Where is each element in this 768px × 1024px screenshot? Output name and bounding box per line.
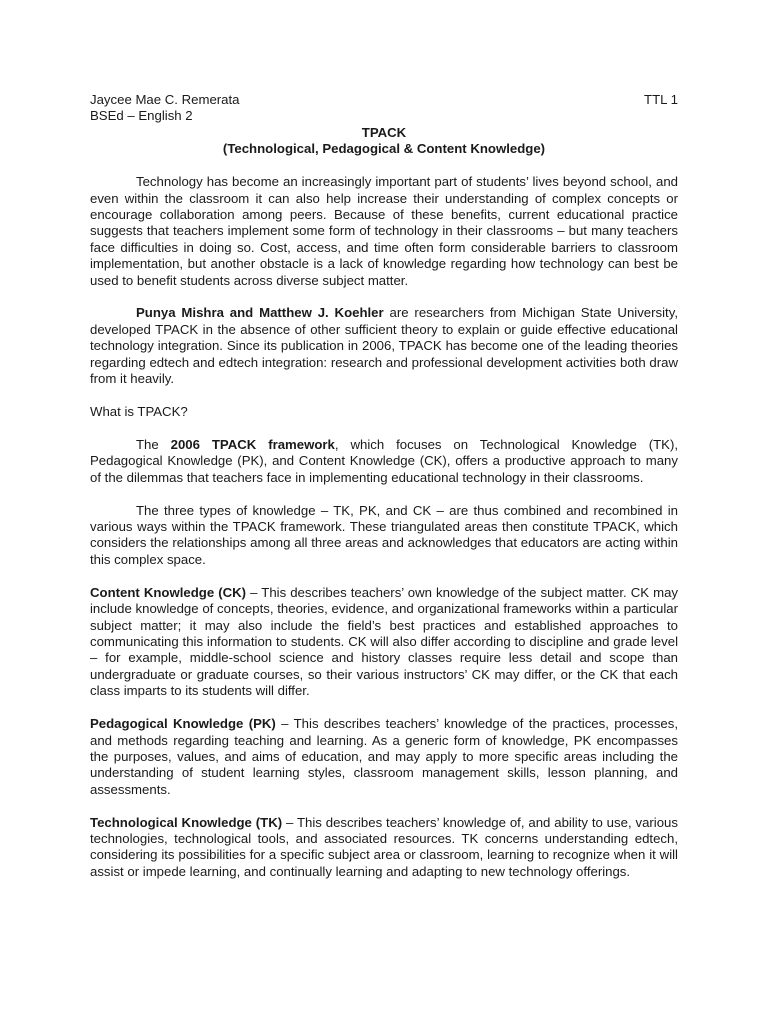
researchers-text: are researchers from Michigan State University, developed TPACK in the absence of other sufficient theory to explain or guide effective educational technology integration. Since its publication in 2006, TPACK has become one of the leading theories regarding edtech and edtech integration: research and professional development activities both draw from it heavily. — [90, 305, 678, 387]
researchers-names: Punya Mishra and Matthew J. Koehler — [136, 305, 384, 321]
three-types-paragraph: The three types of knowledge – TK, PK, and CK – are thus combined and recombined in various ways within the TPACK framework. These triangulated areas then constitute TPACK, which considers the relationships among all three areas and acknowledges that educators are acting within this complex space. — [90, 502, 678, 567]
framework-paragraph — [90, 437, 678, 486]
document-page — [90, 92, 678, 897]
researchers-paragraph — [90, 305, 678, 387]
course-name: BSEd – English 2 — [90, 108, 193, 124]
content-knowledge-paragraph — [90, 585, 678, 700]
document-subtitle: (Technological, Pedagogical & Content Knowledge) — [222, 141, 546, 157]
technological-knowledge-paragraph — [90, 815, 678, 881]
technological-knowledge-text: – This describes teachers’ knowledge of, and ability to use, various technologies, technological tools, and associated resources. TK concerns understanding edtech, considering its possibilities for a specific subject area or classroom, learning to recognize when it will assist or impede learning, and continually learning and adapting to new technology offerings. — [90, 814, 678, 879]
title-block — [90, 125, 678, 158]
author-name: Jaycee Mae C. Remerata — [90, 92, 240, 107]
framework-pre: The — [136, 436, 171, 452]
framework-text: , which focuses on Technological Knowledge (TK), Pedagogical Knowledge (PK), and Content Knowledge (CK), offers a productive approach to many of the dilemmas that teachers face in implementing educational technology in their classrooms. — [90, 436, 678, 485]
document-header — [90, 92, 678, 125]
pedagogical-knowledge-paragraph — [90, 716, 678, 798]
pedagogical-knowledge-text: – This describes teachers’ knowledge of the practices, processes, and methods regarding teaching and learning. As a generic form of knowledge, PK encompasses the purposes, values, and aims of education, and may apply to more specific areas including the understanding of student learning styles, classroom management skills, lesson planning, and assessments. — [90, 716, 679, 797]
technological-knowledge-term: Technological Knowledge (TK) — [90, 814, 283, 830]
content-knowledge-term: Content Knowledge (CK) — [90, 584, 247, 600]
intro-paragraph: Technology has become an increasingly important part of students’ lives beyond school, and even within the classroom it can also help increase their understanding of complex concepts or encourage collaboration among peers. Because of these benefits, current educational practice suggests that teachers implement some form of technology in their classrooms – but many teachers face difficulties in doing so. Cost, access, and time often form considerable barriers to classroom implementation, but another obstacle is a lack of knowledge regarding how technology can best be used to benefit students across diverse subject matter. — [90, 174, 678, 288]
section-question: What is TPACK? — [90, 404, 188, 419]
subject-code: TTL 1 — [644, 92, 678, 107]
content-knowledge-text: – This describes teachers’ own knowledge of the subject matter. CK may include knowledge of concepts, theories, evidence, and organizational frameworks within a particular subject matter; it may also include the field’s best practices and established approaches to communicating this information to students. CK will also differ according to discipline and grade level – for example, middle-school science and history classes require less detail and scope than undergraduate or graduate courses, so their various instructors’ CK may differ, or the CK that each class imparts to its students will differ. — [90, 584, 678, 699]
author-block — [90, 92, 240, 125]
document-title: TPACK — [361, 124, 407, 140]
pedagogical-knowledge-term: Pedagogical Knowledge (PK) — [90, 716, 276, 732]
framework-name: 2006 TPACK framework — [170, 436, 335, 452]
